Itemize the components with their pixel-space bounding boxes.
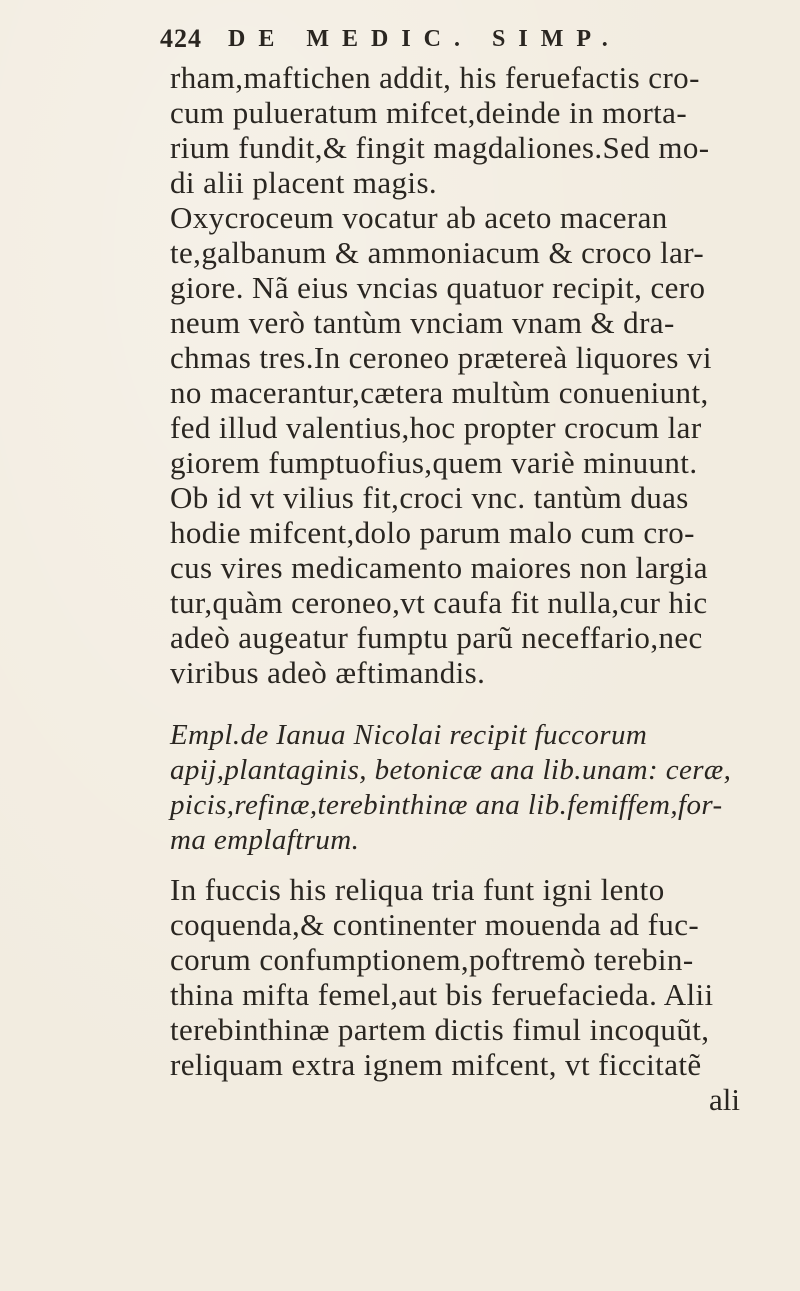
text-line: ma emplaftrum. [170,824,360,856]
text-line: Empl.de Ianua Nicolai recipit fuccorum [170,719,648,751]
text-line: coquenda,& continenter mouenda ad fuc- [170,907,700,942]
text-line: cus vires medicamento maiores non largia [170,550,708,585]
text-line: thina mifta femel,aut bis feruefacieda. Alii [170,977,714,1012]
body-text [170,60,770,1117]
text-line: adeò augeatur fumptu parũ neceffario,nec [170,620,703,655]
section-spacer [170,690,770,718]
text-line: apij,plantaginis, betonicæ ana lib.unam: ceræ, [170,754,732,786]
text-line: giore. Nã eius vncias quatuor recipit, cero [170,270,706,305]
section-spacer [170,858,770,872]
recipe-paragraph [170,718,770,858]
text-line: In fuccis his reliqua tria funt igni lento [170,872,665,907]
paragraph-3 [170,872,770,1082]
text-line: di alii placent magis. [170,165,438,200]
text-line: picis,refinæ,terebinthinæ ana lib.femiffem,for- [170,789,723,821]
text-line: tur,quàm ceroneo,vt caufa fit nulla,cur hic [170,585,708,620]
catchword: ali [709,1082,740,1117]
paragraph-2 [170,200,770,690]
text-line: rium fundit,& fingit magdaliones.Sed mo- [170,130,710,165]
text-line: cum pulueratum mifcet,deinde in morta- [170,95,688,130]
text-line: hodie mifcent,dolo parum malo cum cro- [170,515,695,550]
page-header [160,22,680,56]
text-line: reliquam extra ignem mifcent, vt ficcitatẽ [170,1047,702,1082]
paragraph-1 [170,60,770,200]
text-line: chmas tres.In ceroneo prætereà liquores vi [170,340,712,375]
running-head: DE MEDIC. SIMP. [228,25,621,52]
text-line: no macerantur,cætera multùm conueniunt, [170,375,709,410]
page-number: 424 [160,24,202,53]
text-line: Oxycroceum vocatur ab aceto maceran [170,200,668,235]
text-line: terebinthinæ partem dictis fimul incoquũt, [170,1012,710,1047]
text-line: corum confumptionem,poftremò terebin- [170,942,694,977]
text-line: neum verò tantùm vnciam vnam & dra- [170,305,675,340]
text-line: te,galbanum & ammoniacum & croco lar- [170,235,705,270]
text-line: Ob id vt vilius fit,croci vnc. tantùm duas [170,480,689,515]
text-line: fed illud valentius,hoc propter crocum lar [170,410,702,445]
text-line: giorem fumptuofius,quem variè minuunt. [170,445,698,480]
text-line: rham,maftichen addit, his feruefactis cro- [170,60,700,95]
text-line: viribus adeò æftimandis. [170,655,486,690]
